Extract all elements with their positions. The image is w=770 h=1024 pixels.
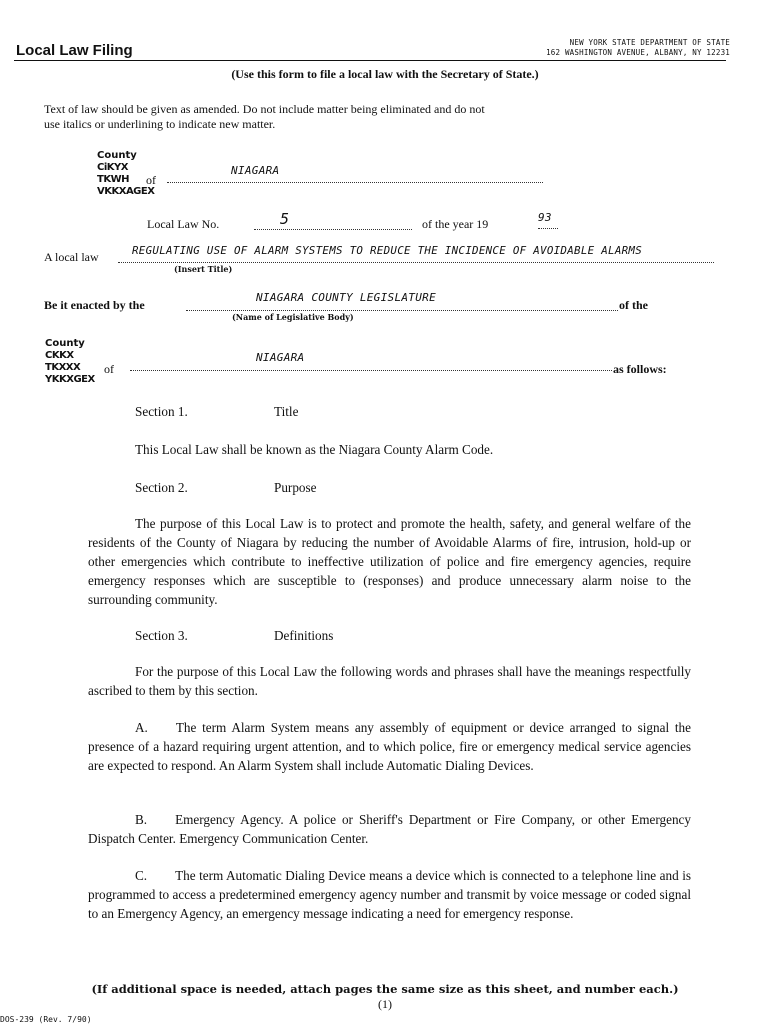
year-field: [538, 209, 558, 229]
section-2-number: Section 2.: [135, 480, 188, 495]
page-number: (1): [378, 997, 392, 1011]
title-caption: (Insert Title): [174, 264, 233, 274]
definition-c-text: The term Automatic Dialing Device means a device which is connected to a telephone line and is programmed to access a predetermined emergency agency number and transmit by voice message or coded signal to an Emergency Agency, an emergency message indicating a need for emergency response.: [88, 868, 691, 921]
county-label-2: County: [45, 338, 85, 349]
section-2-heading: Purpose: [274, 480, 317, 495]
definition-a: [88, 718, 691, 775]
instructions-line-1: Text of law should be given as amended. Do not include matter being eliminated and do not: [44, 102, 485, 116]
use-note: (Use this form to file a local law with the Secretary of State.): [231, 67, 539, 81]
enacted-caption: (Name of Legislative Body): [232, 312, 354, 322]
definition-b-text: Emergency Agency. A police or Sheriff's Department or Fire Company, or other Emergency Dispatch Center. Emergency Communication Center.: [88, 812, 691, 846]
jurisdiction-name-field: [167, 162, 543, 183]
section-3-intro: For the purpose of this Local Law the following words and phrases shall have the meanings respectfully ascribed to them by this section.: [88, 664, 691, 698]
definition-b-label: B.: [135, 812, 148, 827]
title-value: REGULATING USE OF ALARM SYSTEMS TO REDUCE THE INCIDENCE OF AVOIDABLE ALARMS: [132, 244, 643, 257]
enacted-label: Be it enacted by the: [44, 298, 145, 312]
section-1-number: Section 1.: [135, 404, 188, 419]
jurisdiction-of-2: of: [104, 362, 114, 376]
year-value: 93: [538, 211, 552, 224]
agency-line-2: 162 WASHINGTON AVENUE, ALBANY, NY 12231: [546, 48, 730, 57]
agency-line-1: NEW YORK STATE DEPARTMENT OF STATE: [569, 38, 730, 47]
jurisdiction-name: NIAGARA: [231, 164, 280, 177]
section-2-text: The purpose of this Local Law is to protect and promote the health, safety, and general welfare of the residents of the County of Niagara by reducing the number of Avoidable Alarms of fire, intrusion, hold-up or other emergencies which contribute to ineffective utilization of police and fire emergency agencies, require emergency responses which are susceptible to (responses) and produce unnecessary alarm noise to the surrounding community.: [88, 516, 691, 607]
title-field: [118, 243, 714, 263]
agency-address: [500, 38, 730, 58]
county-label: County: [97, 150, 137, 161]
jurisdiction-type-stack-2: [45, 338, 95, 386]
city-struck: CiKYX: [97, 162, 128, 173]
definition-b: [88, 810, 691, 848]
additional-space-note: (If additional space is needed, attach pages the same size as this sheet, and number each.): [91, 982, 679, 996]
enacted-suffix: of the: [619, 298, 648, 312]
section-3-number: Section 3.: [135, 628, 188, 643]
jurisdiction-of: of: [146, 173, 156, 187]
year-label: of the year 19: [422, 217, 489, 231]
section-1-heading: Title: [274, 404, 299, 419]
town-struck: TKWH: [97, 174, 129, 185]
definition-a-text: The term Alarm System means any assembly of equipment or device arranged to signal the presence of a hazard requiring urgent attention, and to which police, fire or emergency medical service agencies are expected to respond. An Alarm System shall include Automatic Dialing Devices.: [88, 720, 691, 773]
jurisdiction-name-field-2: [130, 350, 612, 371]
definition-c: [88, 866, 691, 923]
header-rule: [14, 60, 726, 61]
section-1-text: This Local Law shall be known as the Niagara County Alarm Code.: [135, 442, 494, 457]
jurisdiction-name-2: NIAGARA: [256, 351, 305, 364]
as-follows: as follows:: [613, 362, 667, 376]
local-law-number-field: [254, 210, 412, 230]
instructions-line-2: use italics or underlining to indicate new matter.: [44, 117, 276, 131]
title-label: A local law: [44, 250, 99, 264]
town-struck-2: TKXXX: [45, 362, 81, 373]
definition-a-label: A.: [135, 720, 148, 735]
definition-c-label: C.: [135, 868, 148, 883]
local-law-label: Local Law No.: [147, 217, 220, 231]
enacted-field: [186, 290, 618, 311]
local-law-number: 5: [280, 210, 290, 228]
city-struck-2: CKKX: [45, 350, 74, 361]
enacted-value: NIAGARA COUNTY LEGISLATURE: [256, 291, 436, 304]
village-struck-2: YKKXGEX: [45, 374, 95, 385]
form-title: Local Law Filing: [16, 42, 133, 59]
village-struck: VKKXAGEX: [97, 186, 155, 197]
form-code: DOS-239 (Rev. 7/90): [0, 1015, 92, 1024]
section-3-heading: Definitions: [274, 628, 334, 643]
